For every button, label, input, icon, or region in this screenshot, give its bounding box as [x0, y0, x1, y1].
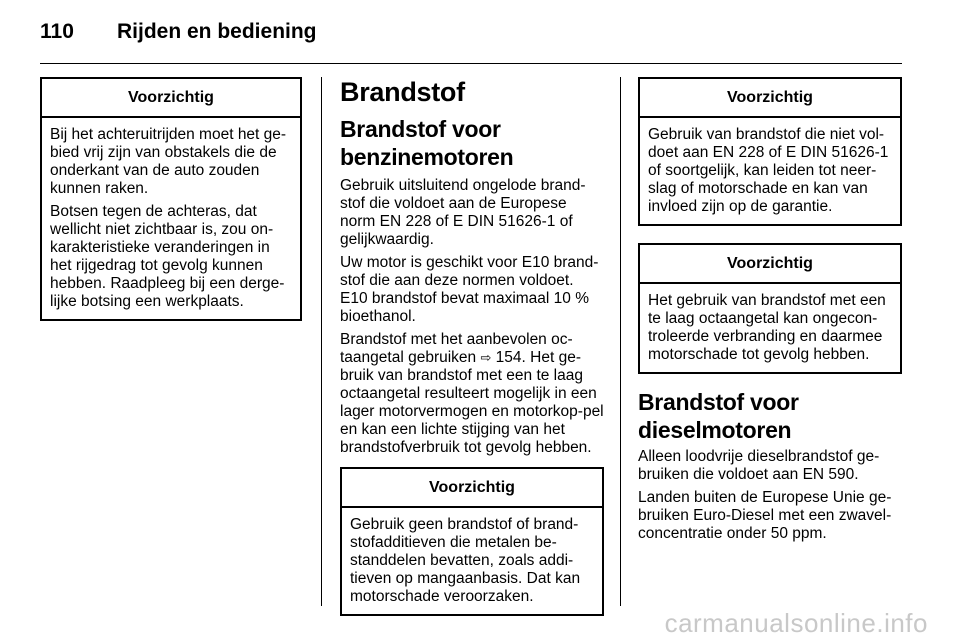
- warning-box-reversing: [40, 77, 302, 321]
- warning-paragraph: Het gebruik van brandstof met een te laag octaangetal kan ongecon-troleerde verbranding en daarmee motorschade tot gevolg hebben.: [648, 292, 886, 363]
- section-title: Brandstof: [340, 77, 465, 107]
- body-paragraph: Gebruik uitsluitend ongelode brand-stof die voldoet aan de Europese norm EN 228 of E DIN 51626-1 of gelijkwaardig.: [340, 177, 586, 248]
- warning-paragraph: Gebruik geen brandstof of brand-stofadditieven die metalen be-standdelen bevatten, zoals addi-tieven op mangaanbasis. Dat kan motorschade veroorzaken.: [350, 516, 581, 605]
- warning-heading: Voorzichtig: [640, 245, 900, 284]
- warning-box-additives: [340, 467, 604, 616]
- subsection-title-diesel: Brandstof voor dieselmotoren: [638, 389, 799, 443]
- column-middle: [340, 77, 604, 616]
- column-divider-right: [620, 77, 621, 606]
- body-paragraph: Alleen loodvrije dieselbrandstof ge-bruiken die voldoet aan EN 590.: [638, 448, 880, 483]
- warning-box-standard: [638, 77, 902, 226]
- warning-paragraph: Botsen tegen de achteras, dat wellicht niet zichtbaar is, zou on-karakteristieke veranderingen in het rijgedrag tot gevolg kunnen hebben. Raadpleeg bij een derge-lijke botsing een werkplaats.: [50, 203, 285, 310]
- column-divider-left: [321, 77, 322, 606]
- body-paragraph-with-reference: [340, 331, 604, 457]
- warning-paragraph: Gebruik van brandstof die niet vol-doet aan EN 228 of E DIN 51626-1 of soortgelijk, kan leiden tot neer-slag of motorschade en kan van invloed zijn op de garantie.: [648, 126, 889, 215]
- ref-text-before: Brandstof met het aanbevolen oc-taangetal gebruiken: [340, 331, 573, 366]
- column-left: [40, 77, 302, 321]
- page-reference-arrow-icon: ⇨: [480, 350, 492, 365]
- warning-body: [640, 118, 900, 224]
- header-rule: [40, 63, 902, 64]
- chapter-title: Rijden en bediening: [117, 20, 317, 43]
- warning-body: [640, 284, 900, 372]
- warning-body: [42, 118, 300, 319]
- subsection-title-petrol: Brandstof voor benzinemotoren: [340, 116, 514, 170]
- warning-box-octane: [638, 243, 902, 374]
- warning-paragraph: Bij het achteruitrijden moet het ge-bied vrij zijn van obstakels die de onderkant van de auto zouden kunnen raken.: [50, 126, 287, 197]
- body-paragraph: Uw motor is geschikt voor E10 brand-stof die aan deze normen voldoet. E10 brandstof bevat maximaal 10 % bioethanol.: [340, 254, 599, 325]
- page-number: 110: [40, 20, 74, 43]
- warning-body: [342, 508, 602, 614]
- watermark: carmanualsonline.info: [664, 608, 928, 638]
- ref-text-after: 154. Het ge-bruik van brandstof met een te laag octaangetal resulteert mogelijk in een lager motorvermogen en motorkop-pel en kan een lichte stijging van het brandstofverbruik tot gevolg hebben.: [340, 349, 604, 456]
- warning-heading: Voorzichtig: [42, 79, 300, 118]
- warning-heading: Voorzichtig: [342, 469, 602, 508]
- column-right: [638, 77, 902, 548]
- warning-heading: Voorzichtig: [640, 79, 900, 118]
- body-paragraph: Landen buiten de Europese Unie ge-bruiken Euro-Diesel met een zwavel-concentratie onder 50 ppm.: [638, 489, 892, 542]
